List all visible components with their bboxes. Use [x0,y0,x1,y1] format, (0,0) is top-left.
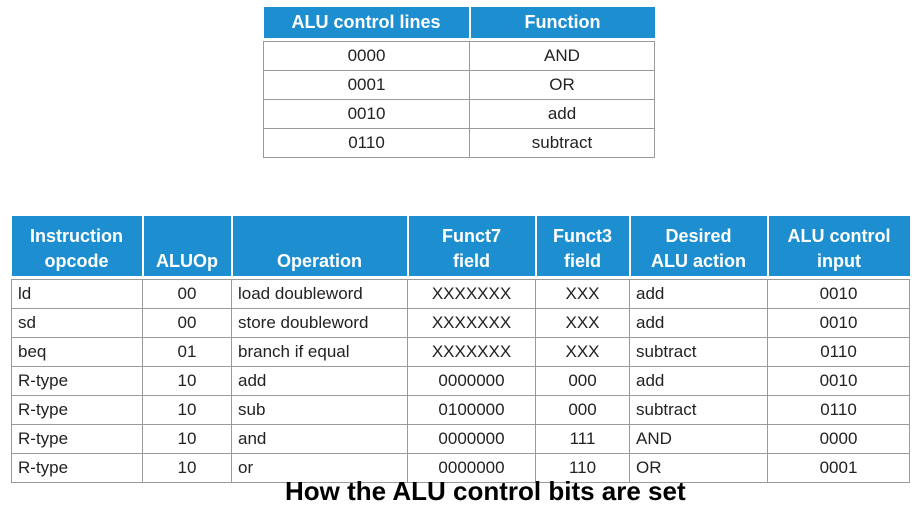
cell-funct3: 000 [536,367,630,396]
table-header-row [12,216,910,276]
table-row [12,280,910,309]
cell-aluop: 01 [143,338,232,367]
header-operation [232,216,408,276]
alu-control-table [11,216,910,483]
cell-control-input: 0110 [768,396,910,425]
cell-opcode: R-type [12,425,143,454]
header-line: opcode [44,251,109,271]
cell-funct7: 0000000 [408,425,536,454]
cell-funct7: XXXXXXX [408,338,536,367]
cell-operation: and [232,425,408,454]
header-line: Instruction [30,226,123,246]
cell-aluop: 00 [143,309,232,338]
cell-operation: sub [232,396,408,425]
cell-opcode: ld [12,280,143,309]
cell-alu-action: add [630,367,768,396]
cell-funct3: 111 [536,425,630,454]
table-cell: AND [470,42,655,71]
table-row [12,396,910,425]
cell-funct3: 000 [536,396,630,425]
cell-funct7: XXXXXXX [408,309,536,338]
header-function: Function [470,7,655,38]
cell-aluop: 10 [143,396,232,425]
header-alu-control-lines: ALU control lines [264,7,470,38]
table-cell: OR [470,71,655,100]
cell-alu-action: add [630,309,768,338]
cell-funct3: XXX [536,309,630,338]
cell-funct3: 110 [536,454,630,483]
header-line: Funct3 [552,226,612,246]
cell-alu-action: add [630,280,768,309]
cell-alu-action: OR [630,454,768,483]
cell-operation: load doubleword [232,280,408,309]
header-alu-control-input [768,216,910,276]
table-cell: add [470,100,655,129]
header-line: Desired [665,226,732,246]
header-line: Operation [276,251,362,271]
header-line: field [563,251,601,271]
cell-opcode: R-type [12,396,143,425]
table-row [12,367,910,396]
cell-aluop: 10 [143,367,232,396]
header-line: input [817,251,861,271]
table-row [264,129,655,158]
cell-control-input: 0010 [768,309,910,338]
cell-operation: store doubleword [232,309,408,338]
cell-operation: branch if equal [232,338,408,367]
header-aluop [143,216,232,276]
header-desired-alu-action [630,216,768,276]
cell-funct7: 0100000 [408,396,536,425]
header-line: ALU control [787,226,891,246]
cell-aluop: 10 [143,425,232,454]
cell-control-input: 0001 [768,454,910,483]
table-row [12,425,910,454]
table-cell: 0000 [264,42,470,71]
table-row [12,338,910,367]
table-cell: subtract [470,129,655,158]
table-cell: 0110 [264,129,470,158]
cell-control-input: 0000 [768,425,910,454]
cell-funct7: 0000000 [408,367,536,396]
header-line: ALU action [650,251,746,271]
cut-off-caption: How the ALU control bits are set [285,476,686,506]
table-header-row [264,7,655,38]
cell-control-input: 0010 [768,280,910,309]
header-funct3-field [536,216,630,276]
cell-funct7: 0000000 [408,454,536,483]
table-row [264,71,655,100]
cell-funct3: XXX [536,338,630,367]
cell-opcode: sd [12,309,143,338]
cell-alu-action: subtract [630,396,768,425]
header-line: Funct7 [441,226,501,246]
table-cell: 0010 [264,100,470,129]
header-line: field [452,251,490,271]
cell-funct3: XXX [536,280,630,309]
table-cell: 0001 [264,71,470,100]
cell-aluop: 10 [143,454,232,483]
header-instruction-opcode [12,216,143,276]
cell-aluop: 00 [143,280,232,309]
cell-opcode: beq [12,338,143,367]
cell-alu-action: subtract [630,338,768,367]
table-row [12,309,910,338]
cell-operation: or [232,454,408,483]
cell-control-input: 0110 [768,338,910,367]
header-funct7-field [408,216,536,276]
cell-alu-action: AND [630,425,768,454]
cell-control-input: 0010 [768,367,910,396]
cell-funct7: XXXXXXX [408,280,536,309]
cell-opcode: R-type [12,454,143,483]
table-row [264,100,655,129]
alu-function-table [263,7,655,158]
header-line: ALUOp [156,251,218,271]
cell-operation: add [232,367,408,396]
cell-opcode: R-type [12,367,143,396]
table-row [264,42,655,71]
